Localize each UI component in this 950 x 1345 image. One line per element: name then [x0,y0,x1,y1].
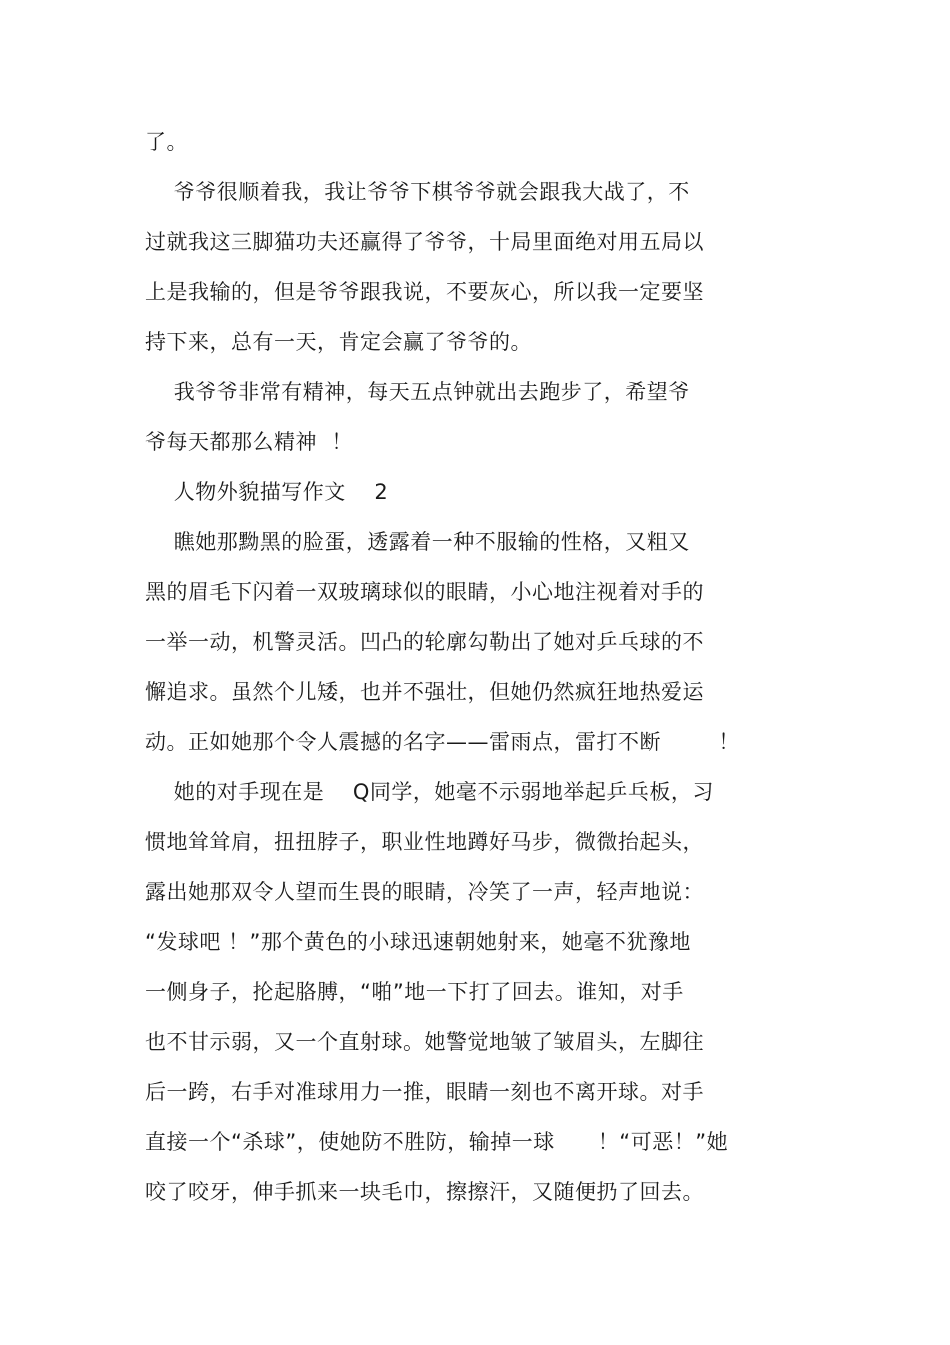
text-line: 她的对手现在是 Q同学，她毫不示弱地举起乒乓板，习 [145,780,714,804]
text-line: 动。正如她那个令人震撼的名字——雷雨点，雷打不断 ！ [145,730,740,754]
text-line: 一举一动，机警灵活。凹凸的轮廓勾勒出了她对乒乓球的不 [145,630,704,654]
text-line: 惯地耸耸肩，扭扭脖子，职业性地蹲好马步，微微抬起头， [145,830,704,854]
text-line: 也不甘示弱，又一个直射球。她警觉地皱了皱眉头，左脚往 [145,1030,704,1054]
text-line: 爷每天都那么精神 ！ [145,430,353,454]
text-line: 了。 [145,130,188,154]
text-line: 上是我输的，但是爷爷跟我说，不要灰心，所以我一定要坚 [145,280,704,304]
section-heading: 人物外貌描写作文 2 [145,480,389,504]
text-line: 一侧身子，抡起胳膊，“啪”地一下打了回去。谁知，对手 [145,980,684,1004]
text-line: 我爷爷非常有精神，每天五点钟就出去跑步了，希望爷 [145,380,690,404]
text-line: 咬了咬牙，伸手抓来一块毛巾，擦擦汗，又随便扔了回去。 [145,1180,704,1204]
text-line: 爷爷很顺着我，我让爷爷下棋爷爷就会跟我大战了，不 [145,180,690,204]
text-line: 持下来，总有一天，肯定会赢了爷爷的。 [145,330,532,354]
text-line: “发球吧 ！”那个黄色的小球迅速朝她射来，她毫不犹豫地 [145,930,691,954]
text-line: 直接一个“杀球”，使她防不胜防，输掉一球 ！“可恶！”她 [145,1130,729,1154]
text-line: 露出她那双令人望而生畏的眼睛，冷笑了一声，轻声地说： [145,880,704,904]
text-line: 瞧她那黝黑的脸蛋，透露着一种不服输的性格，又粗又 [145,530,690,554]
text-line: 后一跨，右手对准球用力一推，眼睛一刻也不离开球。对手 [145,1080,704,1104]
text-line: 懈追求。虽然个儿矮，也并不强壮，但她仍然疯狂地热爱运 [145,680,704,704]
text-line: 过就我这三脚猫功夫还赢得了爷爷，十局里面绝对用五局以 [145,230,704,254]
text-line: 黑的眉毛下闪着一双玻璃球似的眼睛，小心地注视着对手的 [145,580,704,604]
